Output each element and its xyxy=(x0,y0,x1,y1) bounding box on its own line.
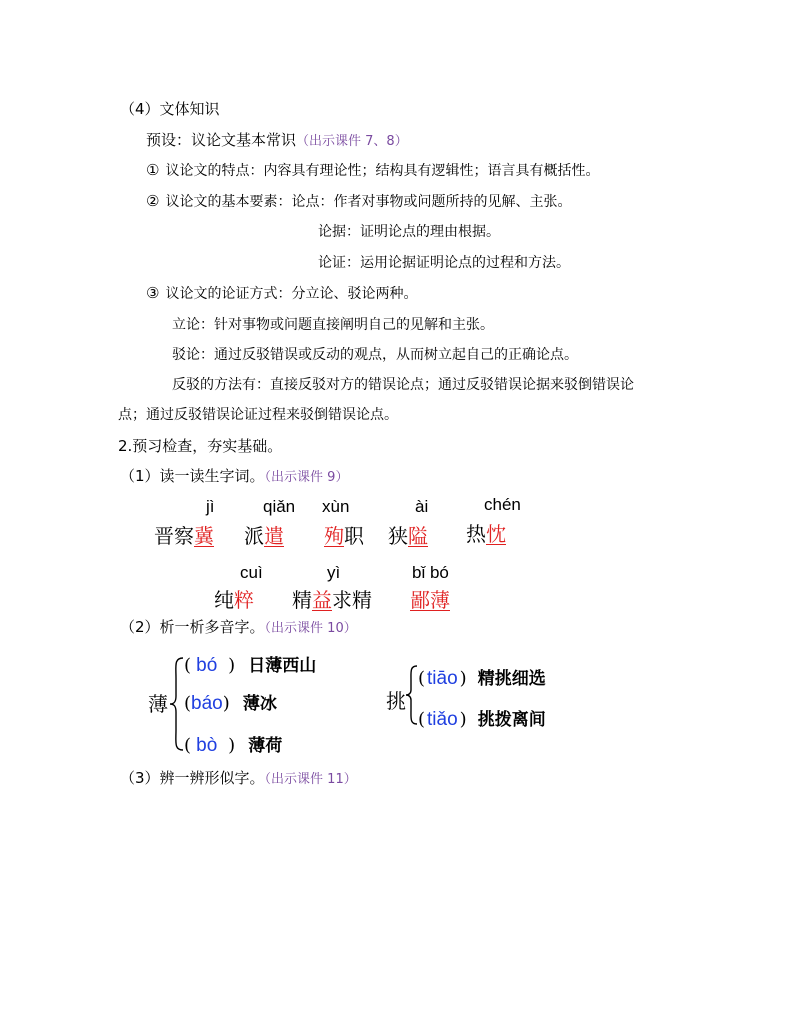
item-number: ③ xyxy=(146,284,160,302)
pinyin-cui: cuì xyxy=(240,563,263,582)
methods-item xyxy=(146,283,417,303)
bo-lun-line: 驳论：通过反驳错误或反动的观点，从而树立起自己的正确论点。 xyxy=(172,347,578,363)
sub1-note: （出示课件 9） xyxy=(264,470,349,485)
sub3-label: （3）辨一辨形似字。 xyxy=(120,769,265,787)
paren-close: ) xyxy=(459,668,467,689)
word-plain: 精 xyxy=(292,588,312,612)
bao-pinyin-2: báo xyxy=(191,693,223,714)
bao-reading-3 xyxy=(184,731,282,757)
method-line-1: 反驳的方法有：直接反驳对方的错误论点；通过反驳错误论据来驳倒错误论 xyxy=(172,377,634,393)
tiao-word-1: 精挑细选 xyxy=(477,669,546,689)
word-plain: 热 xyxy=(466,522,486,546)
tiao-brace-icon xyxy=(404,664,418,726)
word-plain: 晋察 xyxy=(154,524,194,548)
sub2-line xyxy=(120,616,357,637)
li-lun-line: 立论：针对事物或问题直接阐明自己的见解和主张。 xyxy=(172,317,494,333)
word-red: 粹 xyxy=(234,588,254,612)
tiao-word-2: 挑拨离间 xyxy=(477,710,546,730)
preset-text: 预设：议论文基本常识 xyxy=(146,131,297,149)
item-number: ① xyxy=(146,161,160,179)
feature-item xyxy=(146,160,599,180)
method-line-2: 点；通过反驳错误论证过程来驳倒错误论点。 xyxy=(118,407,398,423)
word-rechen xyxy=(466,518,506,547)
word-red: 鄙薄 xyxy=(410,588,450,612)
paren-open: ( xyxy=(418,668,426,689)
bao-reading-1 xyxy=(184,651,316,677)
bao-word-2: 薄冰 xyxy=(242,694,277,714)
pinyin-ji: jì xyxy=(206,497,215,516)
word-red: 冀 xyxy=(194,524,214,548)
section4-heading: （4）文体知识 xyxy=(120,100,220,118)
paren-open: ( xyxy=(418,709,426,730)
sub3-note: （出示课件 11） xyxy=(264,772,357,787)
word-plain: 派 xyxy=(244,524,264,548)
paren-open: ( xyxy=(184,655,192,676)
section2-heading: 2.预习检查，夯实基础。 xyxy=(118,437,283,455)
word-jingyiqiujing xyxy=(292,584,372,613)
tiao-pinyin-2: tiǎo xyxy=(427,709,458,730)
sub2-label: （2）析一析多音字。 xyxy=(120,618,265,636)
item-text: 议论文的论证方式：分立论、驳论两种。 xyxy=(165,286,418,302)
item-number: ② xyxy=(146,192,160,210)
word-after: 求精 xyxy=(332,588,372,612)
bao-word-1: 日薄西山 xyxy=(248,656,317,676)
word-xiaai xyxy=(388,520,428,549)
elements-item xyxy=(146,191,571,211)
tiao-reading-1 xyxy=(418,664,546,690)
word-red: 遣 xyxy=(264,524,284,548)
pinyin-bibo: bǐ bó xyxy=(412,563,449,582)
paren-close: ) xyxy=(222,735,236,756)
word-red: 忱 xyxy=(486,522,506,546)
word-paiqian xyxy=(244,520,284,549)
sub1-line xyxy=(120,465,348,486)
word-red: 益 xyxy=(312,588,332,612)
sub2-note: （出示课件 10） xyxy=(264,621,357,636)
word-plain: 纯 xyxy=(214,588,234,612)
bao-reading-2 xyxy=(184,689,277,715)
bao-pinyin-1: bó xyxy=(196,655,218,676)
argument-item: 论证：运用论据证明论点的过程和方法。 xyxy=(318,255,570,271)
word-jincha-ji xyxy=(154,520,214,549)
preset-note: （出示课件 7、8） xyxy=(296,134,408,149)
sub3-line xyxy=(120,767,357,788)
bao-word-3: 薄荷 xyxy=(248,736,283,756)
pinyin-yi: yì xyxy=(327,563,341,582)
preset-line xyxy=(146,129,408,150)
word-bibo xyxy=(410,584,450,613)
paren-close: ) xyxy=(459,709,467,730)
word-chuncui xyxy=(214,584,254,613)
word-red: 隘 xyxy=(408,524,428,548)
pinyin-ai: ài xyxy=(415,497,429,516)
word-after: 职 xyxy=(344,524,364,548)
pinyin-qian: qiǎn xyxy=(263,497,296,516)
pinyin-chen: chén xyxy=(484,495,521,514)
bao-brace-icon xyxy=(168,656,184,752)
bao-char: 薄 xyxy=(148,692,168,716)
paren-open: ( xyxy=(184,735,192,756)
word-red: 殉 xyxy=(324,524,344,548)
tiao-char: 挑 xyxy=(386,689,406,713)
paren-open: ( xyxy=(184,693,192,714)
evidence-item: 论据：证明论点的理由根据。 xyxy=(318,224,500,240)
paren-close: ) xyxy=(222,693,230,714)
tiao-reading-2 xyxy=(418,705,546,731)
word-plain: 狭 xyxy=(388,524,408,548)
item-text: 议论文的特点：内容具有理论性；结构具有逻辑性；语言具有概括性。 xyxy=(165,163,600,179)
paren-close: ) xyxy=(222,655,236,676)
item-text: 议论文的基本要素：论点：作者对事物或问题所持的见解、主张。 xyxy=(165,194,572,210)
sub1-label: （1）读一读生字词。 xyxy=(120,467,265,485)
pinyin-xun: xùn xyxy=(322,497,350,516)
tiao-pinyin-1: tiāo xyxy=(427,668,458,689)
word-xunzhi xyxy=(324,520,364,549)
bao-pinyin-3: bò xyxy=(196,735,218,756)
